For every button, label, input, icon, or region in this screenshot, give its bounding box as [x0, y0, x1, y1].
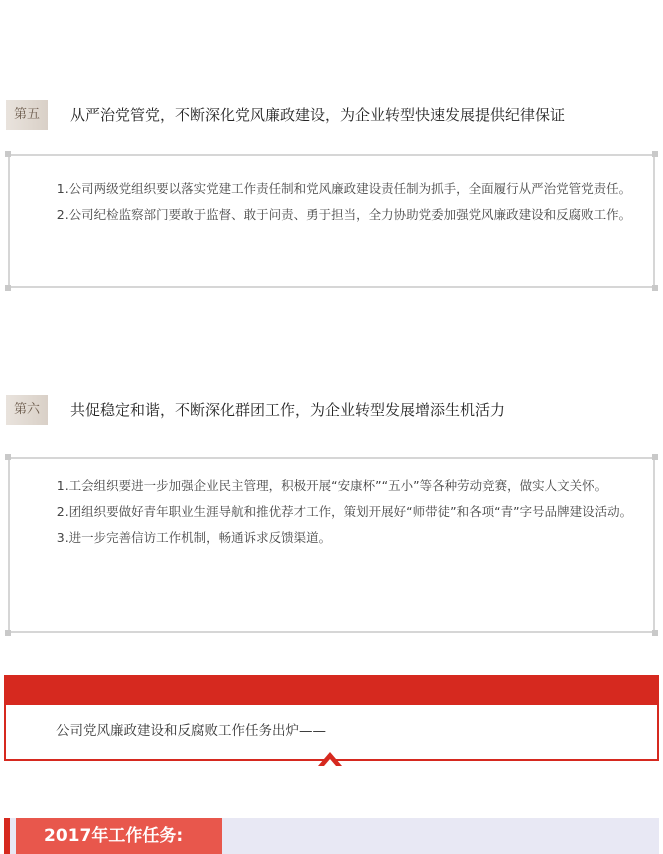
corner-decoration [5, 151, 11, 157]
section-6-items [28, 475, 633, 549]
up-arrow-inner-icon [324, 759, 336, 766]
section-6-content-box [8, 457, 655, 633]
corner-decoration [652, 630, 658, 636]
section-6-title: 共促稳定和谐，不断深化群团工作，为企业转型发展增添生机活力 [70, 401, 506, 419]
section-6-item-2: 2.团组织要做好青年职业生涯导航和推优荐才工作，策划开展好“师带徒”和各项“青”字号品牌建设活动。 [56, 504, 633, 519]
section-6-tag: 第六 [6, 395, 48, 425]
section-6-header [0, 391, 663, 429]
corner-decoration [652, 151, 658, 157]
corner-decoration [652, 454, 658, 460]
corner-decoration [5, 454, 11, 460]
red-banner-bar [4, 675, 659, 705]
corner-decoration [5, 630, 11, 636]
red-banner [4, 675, 659, 761]
section-5-item-1: 1.公司两级党组织要以落实党建工作责任制和党风廉政建设责任制为抓手，全面履行从严治党管党责任。 [56, 181, 632, 196]
tasks-heading-label: 2017年工作任务: [16, 818, 222, 854]
section-5-title: 从严治党管党，不断深化党风廉政建设，为企业转型快速发展提供纪律保证 [70, 106, 566, 124]
section-5-item-2: 2.公司纪检监察部门要敢于监督、敢于问责、勇于担当，全力协助党委加强党风廉政建设和反腐败工作。 [56, 207, 632, 222]
section-5-items [28, 178, 633, 226]
section-6-item-1: 1.工会组织要进一步加强企业民主管理，积极开展“安康杯”“五小”等各种劳动竞赛，做实人文关怀。 [56, 478, 608, 493]
red-banner-text: 公司党风廉政建设和反腐败工作任务出炉—— [56, 723, 326, 739]
corner-decoration [5, 285, 11, 291]
section-5-content-box [8, 154, 655, 288]
section-5-header [0, 96, 663, 134]
section-6-item-3: 3.进一步完善信访工作机制，畅通诉求反馈渠道。 [56, 530, 332, 545]
section-5-tag: 第五 [6, 100, 48, 130]
corner-decoration [652, 285, 658, 291]
tasks-heading-accent [4, 818, 10, 854]
